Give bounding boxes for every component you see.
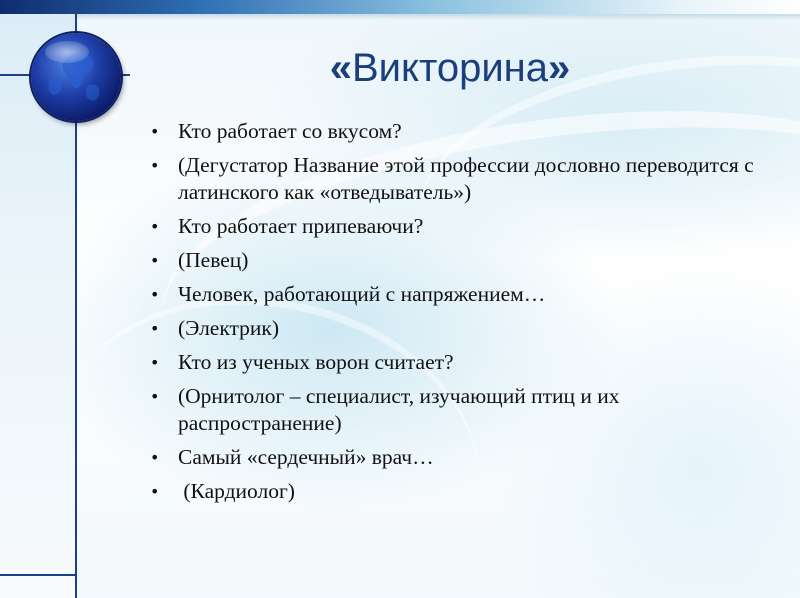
list-item-text: (Электрик) <box>178 316 280 340</box>
list-item <box>150 444 770 471</box>
list-item <box>150 118 770 145</box>
list-item <box>150 349 770 376</box>
list-item-text: Кто из ученых ворон считает? <box>178 350 454 374</box>
top-band-shadow <box>0 14 800 20</box>
bullet-icon: • <box>150 319 160 338</box>
list-item <box>150 213 770 240</box>
list-item <box>150 247 770 274</box>
list-item-text: Самый «сердечный» врач… <box>178 445 434 469</box>
title-close-quote: » <box>548 46 571 90</box>
bullet-icon: • <box>150 122 160 141</box>
list-item <box>150 478 770 505</box>
bullet-icon: • <box>150 156 160 175</box>
list-item-text: Кто работает со вкусом? <box>178 119 402 143</box>
list-item-text: (Дегустатор Название этой профессии дословно переводится с латинского как «отведыватель») <box>178 153 754 204</box>
title-text: Викторина <box>351 46 548 90</box>
bullet-icon: • <box>150 448 160 467</box>
list-item <box>150 383 770 437</box>
list-item-text: Кто работает припеваючи? <box>178 214 424 238</box>
bullet-icon: • <box>150 251 160 270</box>
list-item-text: (Певец) <box>178 248 249 272</box>
bullet-icon: • <box>150 217 160 236</box>
bullet-list <box>150 118 770 512</box>
bullet-icon: • <box>150 482 160 501</box>
bullet-icon: • <box>150 387 160 406</box>
list-item-text: (Орнитолог – специалист, изучающий птиц и их распространение) <box>178 384 620 435</box>
bullet-icon: • <box>150 285 160 304</box>
list-item-text: (Кардиолог) <box>178 479 295 503</box>
frame-horizontal-line <box>0 574 76 576</box>
list-item <box>150 281 770 308</box>
title-open-quote: « <box>329 46 352 90</box>
top-band <box>0 0 800 14</box>
list-item-text: Человек, работающий с напряжением… <box>178 282 546 306</box>
list-item <box>150 315 770 342</box>
list-item <box>150 152 770 206</box>
bullet-icon: • <box>150 353 160 372</box>
globe-shine <box>45 41 89 63</box>
slide-title <box>180 44 720 92</box>
globe-icon <box>31 33 121 121</box>
